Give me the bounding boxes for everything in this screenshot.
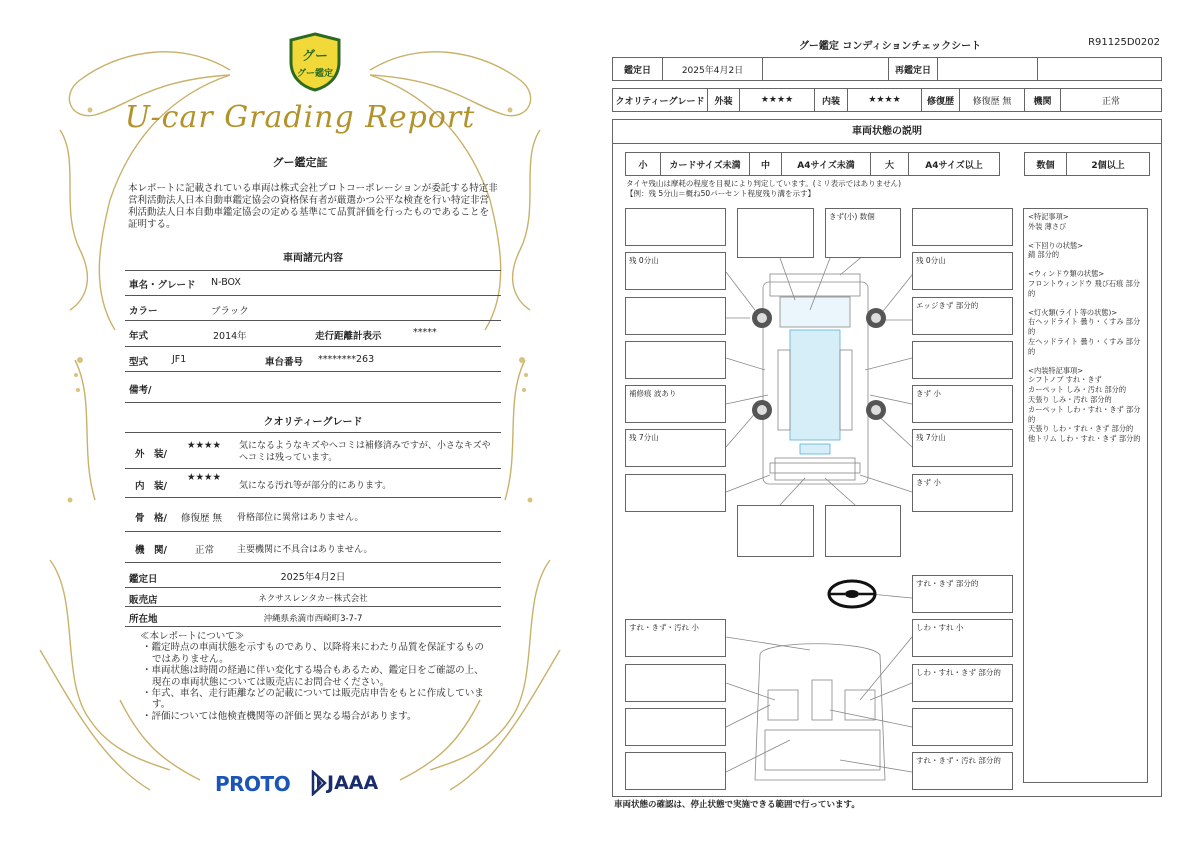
condition-box-right-rear: すれ・きず・汚れ 部分的 [912,752,1013,790]
condition-box [737,505,814,557]
note-item: ・年式、車名、走行距離などの記載については販売店申告をもとに作成しています。 [142,688,484,711]
spec-value: 2014年 [213,331,247,342]
address-row [125,608,501,627]
spec-label: 備考/ [129,385,152,396]
condition-box [912,341,1013,379]
report-notes [140,631,490,722]
condition-box [625,752,726,790]
condition-box [625,208,726,246]
quality-label: 内 装/ [135,481,167,492]
condition-box-steering: すれ・きず 部分的 [912,575,1013,613]
appraisal-date-row [125,566,501,588]
spec-value: ***** [413,327,437,338]
sheet-id: R91125D0202 [1088,37,1160,48]
quality-text: 骨格部位に異常はありません。 [237,513,364,523]
star-rating: ★★★★ [187,440,222,451]
side-note-line: 左ヘッドライト 曇り・くすみ 部分的 [1028,336,1141,356]
spacer [1028,299,1143,308]
condition-box-left-rear-repair: 補修痕 波あり [625,385,726,423]
quality-row-exterior [125,433,501,469]
side-note-line: <下回りの状態> [1028,240,1084,250]
steering-wheel-icon [829,581,875,607]
spec-value: ブラック [211,306,249,317]
grade-label: クオリティーグレード [613,89,708,111]
size-large-desc: A4サイズ以上 [925,160,983,171]
engine-value: 正常 [1101,96,1120,107]
spec-label: カラー [129,306,158,317]
date-label: 鑑定日 [613,58,663,80]
condition-box-left-tire-rear: 残 7分山 [625,429,726,467]
svg-text:グー鑑定: グー鑑定 [296,69,334,79]
spec-label: 年式 [129,331,149,342]
side-note-line: <灯火類(ライト等の状態)> [1028,307,1118,317]
spacer [1028,232,1143,241]
side-note-line: 錆 部分的 [1028,250,1060,260]
ext-label: 外装 [708,89,740,111]
quality-value: 正常 [195,545,215,556]
condition-box [625,664,726,702]
notes-title: ≪本レポートについて≫ [140,631,245,642]
count-label: 数個 [1025,153,1067,175]
goo-kantei-badge-icon [287,32,343,92]
side-note-line: 天張り しわ・すれ・きず 部分的 [1028,424,1134,434]
condition-box-left-tire-front: 残 0分山 [625,252,726,290]
side-note-line: シフトノブ すれ・きず [1028,375,1102,385]
spec-row-remarks [125,373,501,403]
sheet-title: グー鑑定 コンディションチェックシート [798,41,982,52]
spec-row-name [125,271,501,296]
logo-area [215,770,415,800]
side-note-line: フロントウィンドウ 飛び石痕 部分的 [1028,278,1140,298]
condition-box [912,708,1013,746]
condition-box-right-rear-side: きず 小 [912,385,1013,423]
note-item: ・評価については他検査機関等の評価と異なる場合があります。 [142,710,417,722]
spec-row-color [125,297,501,321]
proto-logo: PROTO [215,772,291,796]
side-note-line: <特記事項> [1028,212,1069,221]
state-title: 車両状態の説明 [613,120,1161,144]
condition-box [737,208,814,258]
side-note-line: <内装特記事項> [1028,365,1084,375]
note-item: ・車両状態は時間の経過に伴い変化する場合もあるため、鑑定日をご確認の上、現在の車両状態については販売店にお問合せください。 [142,665,484,688]
condition-box-right-tire-rear: 残 7分山 [912,429,1013,467]
spacer [1028,357,1143,366]
size-small: 小 [626,153,661,175]
repair-label: 修復歴 [922,89,960,111]
spec-value: ********263 [318,354,375,365]
side-note-line: 外装 薄さび [1028,221,1067,231]
tire-note-line: タイヤ残山は摩耗の程度を目視により判定しています。(ミリ表示ではありません) [626,179,902,188]
quality-value: 修復歴 無 [181,513,223,524]
size-large: 大 [871,153,909,175]
svg-text:グー: グー [301,49,329,64]
spec-label: 型式 [129,357,149,368]
spec-value: JF1 [172,354,187,365]
spacer [1028,260,1143,269]
specs-title: 車両諸元内容 [283,253,343,264]
int-label: 内装 [815,89,848,111]
jaaa-logo: JAAA [327,772,379,794]
condition-box [625,474,726,512]
condition-box [625,341,726,379]
date-value: 2025年4月2日 [663,58,763,80]
info-label: 所在地 [129,614,158,625]
spec-label: 車名・グレード [129,280,196,291]
quality-title: クオリティーグレード [263,417,363,428]
cert-title: グー鑑定証 [272,156,328,169]
re-date-label: 再鑑定日 [889,58,938,80]
count-desc: 2個以上 [1091,160,1125,171]
jaaa-logo-icon [311,770,327,796]
info-value: 2025年4月2日 [280,572,346,583]
report-title: U-car Grading Report [124,100,476,135]
note-item: ・鑑定時点の車両状態を示すものであり、以降将来にわたり品質を保証するものではありません。 [142,642,485,665]
condition-box-right-dash: しわ・すれ 小 [912,619,1013,657]
size-mid: 中 [750,153,782,175]
info-value: ネクサスレンタカー株式会社 [258,594,368,604]
cert-text: 本レポートに記載されている車両は株式会社プロトコーポレーションが委託する特定非営利活動法人日本自動車鑑定協会の資格保有者が厳選かつ公平な検査を行い特定非営利活動法人日本自動車鑑定協会の定める基準にて品質評価を行ったものであることを証明する。 [128,183,498,230]
condition-box-right-rear-bottom: きず 小 [912,474,1013,512]
tire-note-line: 【例：残 5分山＝概ね50パーセント程度残り溝を示す】 [626,189,816,198]
spec-value: N-BOX [211,277,241,288]
quality-label: 骨 格/ [135,513,167,524]
condition-check-sheet [600,0,1200,848]
condition-box [625,708,726,746]
repair-value: 修復歴 無 [960,89,1025,111]
spec-label: 車台番号 [265,357,304,368]
condition-box-left-dash: すれ・きず・汚れ 小 [625,619,726,657]
condition-box [825,505,901,557]
spec-row-model [125,348,501,372]
size-mid-desc: A4サイズ未満 [782,153,871,175]
info-label: 鑑定日 [129,574,158,585]
side-note-line: 天張り しみ・汚れ 部分的 [1028,394,1112,404]
bottom-note: 車両状態の確認は、停止状態で実施できる範囲で行っています。 [614,800,860,810]
quality-row-engine [125,533,501,563]
engine-label: 機関 [1025,89,1061,111]
side-note-line: 他トリム しわ・すれ・きず 部分的 [1028,434,1141,444]
condition-box-right-seat: しわ・すれ・きず 部分的 [912,664,1013,702]
side-note-line: カーペット しわ・すれ・きず 部分的 [1028,404,1141,424]
int-stars: ★★★★ [848,89,922,111]
info-label: 販売店 [129,595,158,606]
quality-row-frame [125,499,501,532]
star-rating: ★★★★ [187,472,222,483]
condition-box [912,208,1013,246]
condition-box [625,297,726,335]
quality-text: 主要機関に不具合はありません。 [237,545,373,555]
condition-box-top-mid: きず(小) 数個 [825,208,901,258]
spec-label: 走行距離計表示 [315,331,382,342]
side-note-line: 右ヘッドライト 曇り・くすみ 部分的 [1028,317,1141,337]
quality-label: 機 関/ [135,545,167,556]
quality-label: 外 装/ [135,449,167,460]
side-note-line: <ウィンドウ類の状態> [1028,269,1105,279]
quality-row-interior [125,470,501,498]
dealer-row [125,589,501,607]
condition-box-right-door-front: エッジきず 部分的 [912,297,1013,335]
side-notes [1023,208,1148,783]
condition-box-right-tire-front: 残 0分山 [912,252,1013,290]
size-small-desc: カードサイズ未満 [661,153,750,175]
spec-row-year [125,322,501,347]
side-note-line: カーペット しみ・汚れ 部分的 [1028,385,1127,395]
quality-text: 気になるようなキズやヘコミは補修済みですが、小さなキズやヘコミは残っています。 [239,441,491,463]
ext-stars: ★★★★ [740,89,815,111]
info-value: 沖縄県糸満市西崎町3-7-7 [263,614,363,624]
quality-text: 気になる汚れ等が部分的にあります。 [239,481,392,491]
